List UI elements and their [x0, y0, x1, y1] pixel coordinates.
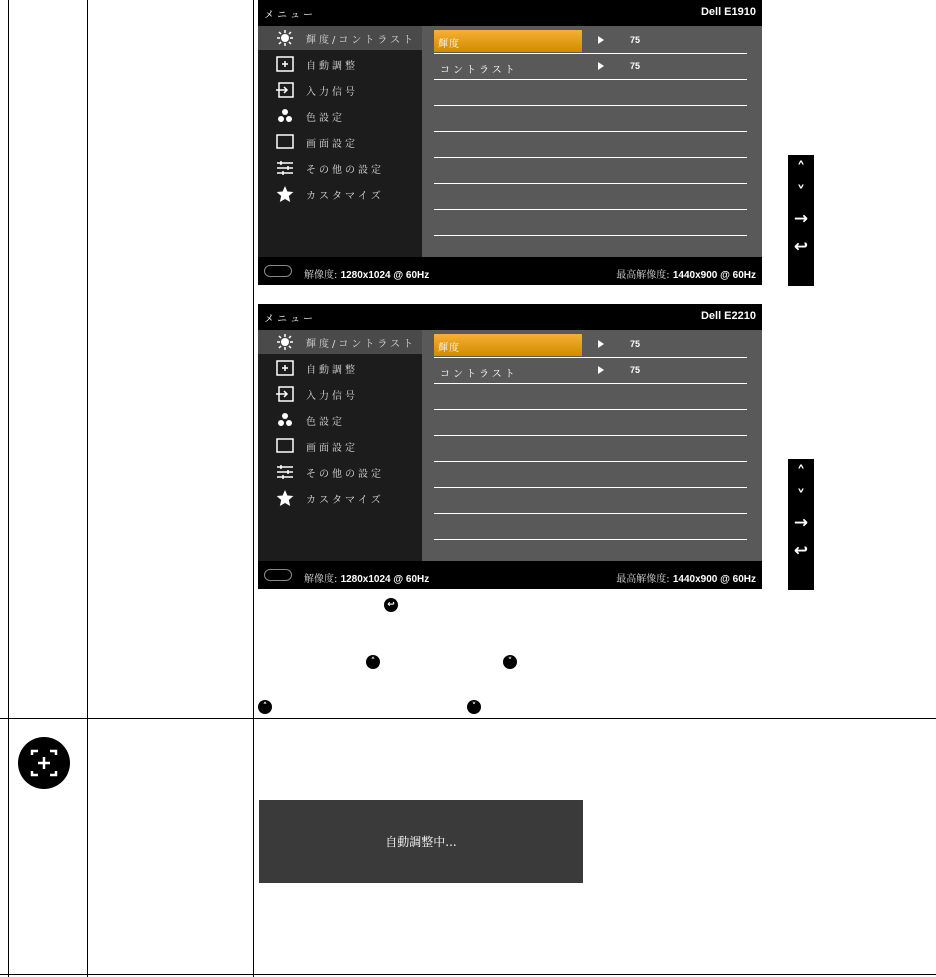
vga-connector-icon	[264, 265, 292, 277]
osd-item-label: カスタマイズ	[306, 495, 384, 506]
osd-item-label: 色設定	[306, 113, 345, 124]
table-border-col1	[87, 0, 88, 977]
osd-item-label: 入力信号	[306, 391, 358, 402]
back-icon[interactable]: ↩	[793, 541, 809, 561]
arrow-right-icon[interactable]: →	[793, 513, 809, 533]
brightness-sun-icon	[276, 333, 294, 351]
auto-adjust-icon	[276, 55, 294, 73]
osd-footer	[258, 257, 762, 285]
star-icon	[276, 489, 294, 507]
osd-item-label: 自動調整	[306, 365, 358, 376]
osd-item-label: 画面設定	[306, 139, 358, 150]
osd-item-input-source[interactable]	[258, 78, 422, 102]
chevron-up-icon[interactable]: ˄	[796, 463, 806, 483]
input-source-icon	[276, 81, 294, 99]
table-row-divider-bottom	[0, 974, 936, 975]
osd-menu-list	[258, 330, 422, 561]
arrow-right-icon	[598, 366, 604, 374]
back-icon: ↩	[384, 598, 398, 612]
osd-row-empty	[434, 462, 747, 488]
osd-row-value: 75	[630, 365, 641, 375]
osd-row-contrast[interactable]	[434, 358, 747, 384]
table-border-col2	[253, 0, 254, 977]
auto-adjust-message: 自動調整中...	[385, 835, 457, 849]
chevron-down-icon: ˅	[503, 655, 517, 669]
osd-model-name: Dell E1910	[700, 6, 756, 18]
osd-row-value: 75	[630, 35, 641, 45]
osd-menu-list	[258, 26, 422, 257]
osd-item-label: その他の設定	[306, 165, 384, 176]
osd-row-brightness[interactable]	[434, 28, 747, 54]
color-settings-icon	[276, 411, 294, 429]
osd-item-label: 画面設定	[306, 443, 358, 454]
other-settings-icon	[276, 463, 294, 481]
osd-row-empty	[434, 132, 747, 158]
osd-row-label: 輝度	[438, 39, 460, 50]
osd-row-empty	[434, 106, 747, 132]
osd-item-label: 自動調整	[306, 61, 358, 72]
osd-row-brightness[interactable]	[434, 332, 747, 358]
osd-menu-title: メニュー	[264, 10, 316, 21]
osd-item-personalize[interactable]	[258, 486, 422, 510]
monitor-button-strip	[788, 155, 814, 286]
osd-item-personalize[interactable]	[258, 182, 422, 206]
input-source-icon	[276, 385, 294, 403]
chevron-up-icon: ˄	[366, 655, 380, 669]
osd-item-auto-adjust[interactable]	[258, 52, 422, 76]
osd-item-input-source[interactable]	[258, 382, 422, 406]
back-icon[interactable]: ↩	[793, 237, 809, 257]
osd-item-brightness-contrast[interactable]	[258, 26, 422, 50]
auto-adjust-progress-box	[259, 800, 583, 883]
osd-row-label: コントラスト	[440, 65, 518, 76]
color-settings-icon	[276, 107, 294, 125]
osd-item-label: 輝度/コントラスト	[306, 339, 417, 350]
osd-item-label: その他の設定	[306, 469, 384, 480]
osd-row-label: コントラスト	[440, 369, 518, 380]
osd-row-empty	[434, 436, 747, 462]
osd-row-empty	[434, 514, 747, 540]
auto-adjust-icon	[18, 737, 70, 789]
arrow-right-icon	[598, 340, 604, 348]
osd-row-empty	[434, 410, 747, 436]
brightness-sun-icon	[276, 29, 294, 47]
auto-adjust-icon	[276, 359, 294, 377]
display-settings-icon	[276, 437, 294, 455]
osd-menu-e1910	[258, 0, 762, 285]
osd-item-color-settings[interactable]	[258, 408, 422, 432]
osd-row-label: 輝度	[438, 343, 460, 354]
osd-footer	[258, 561, 762, 589]
osd-row-value: 75	[630, 61, 641, 71]
osd-row-empty	[434, 210, 747, 236]
osd-menu-e2210	[258, 304, 762, 589]
chevron-down-icon[interactable]: ˅	[796, 487, 806, 507]
arrow-right-icon	[598, 62, 604, 70]
monitor-button-strip	[788, 459, 814, 590]
osd-row-empty	[434, 184, 747, 210]
osd-row-empty	[434, 80, 747, 106]
current-resolution: 解像度: 1280x1024 @ 60Hz	[304, 270, 430, 281]
osd-item-brightness-contrast[interactable]	[258, 330, 422, 354]
osd-item-label: 色設定	[306, 417, 345, 428]
osd-model-name: Dell E2210	[700, 310, 756, 322]
osd-item-label: 入力信号	[306, 87, 358, 98]
chevron-up-icon: ˄	[258, 700, 272, 714]
osd-row-empty	[434, 384, 747, 410]
arrow-right-icon	[598, 36, 604, 44]
osd-row-empty	[434, 158, 747, 184]
osd-item-display-settings[interactable]	[258, 434, 422, 458]
osd-header	[258, 0, 762, 26]
display-settings-icon	[276, 133, 294, 151]
osd-item-display-settings[interactable]	[258, 130, 422, 154]
arrow-right-icon[interactable]: →	[793, 209, 809, 229]
osd-item-color-settings[interactable]	[258, 104, 422, 128]
osd-menu-title: メニュー	[264, 314, 316, 325]
current-resolution: 解像度: 1280x1024 @ 60Hz	[304, 574, 430, 585]
max-resolution: 最高解像度: 1440x900 @ 60Hz	[616, 574, 756, 585]
osd-header	[258, 304, 762, 330]
osd-row-contrast[interactable]	[434, 54, 747, 80]
max-resolution: 最高解像度: 1440x900 @ 60Hz	[616, 270, 756, 281]
osd-row-empty	[434, 488, 747, 514]
star-icon	[276, 185, 294, 203]
osd-item-label: カスタマイズ	[306, 191, 384, 202]
table-border-left	[8, 0, 9, 977]
table-row-divider	[0, 718, 936, 719]
chevron-down-icon[interactable]: ˅	[796, 183, 806, 203]
osd-row-value: 75	[630, 339, 641, 349]
osd-item-other-settings[interactable]	[258, 460, 422, 484]
chevron-up-icon[interactable]: ˄	[796, 159, 806, 179]
vga-connector-icon	[264, 569, 292, 581]
other-settings-icon	[276, 159, 294, 177]
chevron-down-icon: ˅	[467, 700, 481, 714]
osd-item-other-settings[interactable]	[258, 156, 422, 180]
osd-item-label: 輝度/コントラスト	[306, 35, 417, 46]
osd-item-auto-adjust[interactable]	[258, 356, 422, 380]
